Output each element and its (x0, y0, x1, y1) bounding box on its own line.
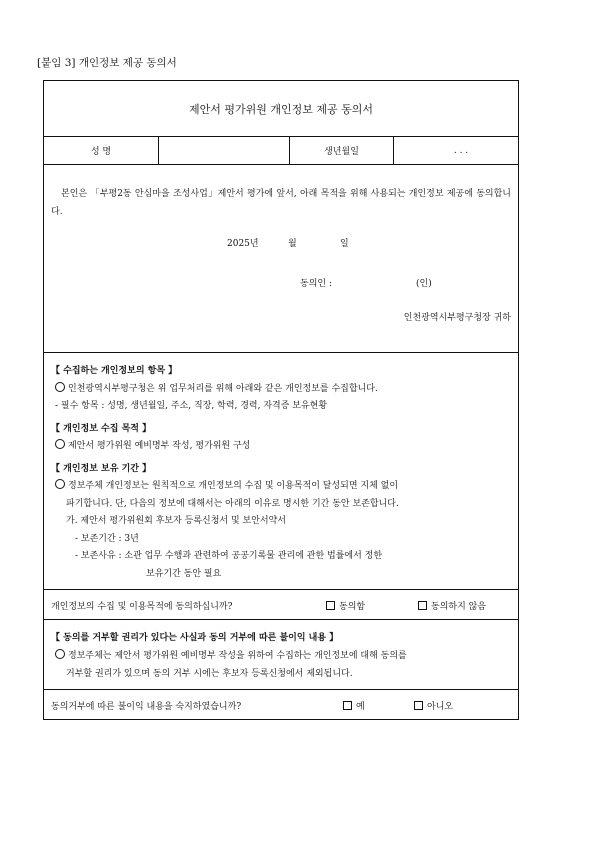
circle-bullet-icon (55, 439, 65, 449)
question-1-text: 개인정보의 수집 및 이용목적에 동의하십니까? (51, 602, 233, 612)
collected-line-2: - 필수 항목 : 성명, 생년월일, 주소, 직장, 학력, 경력, 자격증 보유현황 (55, 401, 328, 411)
name-label: 성 명 (44, 137, 159, 164)
refusal-section (44, 620, 518, 690)
disagree-label: 동의하지 않음 (431, 602, 487, 612)
date-month[interactable]: 월 (288, 239, 297, 249)
checkbox-icon[interactable] (326, 601, 335, 610)
purpose-line-1: 제안서 평가위원 예비명부 작성, 평가위원 구성 (68, 441, 251, 451)
retention-line-1: 정보주체 개인정보는 원칙적으로 개인정보의 수집 및 이용목적이 달성되면 지체 없이 (68, 481, 399, 491)
agree-option[interactable] (326, 599, 365, 612)
refusal-line-1: 정보주체는 제안서 평가위원 예비명부 작성을 위하여 수집하는 개인정보에 대해 동의를 (68, 651, 407, 661)
addressee: 인천광역시부평구청장 귀하 (403, 313, 511, 323)
agree-label: 동의함 (339, 602, 366, 612)
retention-line-4: - 보존기간 : 3년 (75, 533, 139, 544)
refusal-line-2: 거부할 권리가 있으며 동의 거부 시에는 후보자 등록신청에서 제외됩니다. (66, 669, 353, 679)
checkbox-icon[interactable] (418, 601, 427, 610)
circle-bullet-icon (55, 479, 65, 489)
yes-option[interactable] (343, 699, 365, 712)
form-title: 제안서 평가위원 개인정보 제공 동의서 (188, 102, 373, 116)
circle-bullet-icon (55, 382, 65, 392)
consent-form (43, 80, 519, 720)
birth-field[interactable]: . . . (453, 145, 469, 156)
attachment-label: [붙임 3] 개인정보 제공 동의서 (37, 57, 177, 69)
no-option[interactable] (414, 699, 453, 712)
info-row (44, 137, 518, 165)
consent-statement-row (44, 165, 518, 353)
purpose-heading: 【 개인정보 수집 목적 】 (51, 423, 152, 434)
retention-line-2: 파기합니다. 단, 다음의 정보에 대해서는 아래의 이유로 명시한 기간 동안 보존합니다. (66, 498, 399, 509)
date-year: 2025년 (227, 239, 259, 249)
info-details-section (44, 353, 518, 590)
checkbox-icon[interactable] (414, 701, 423, 710)
retention-line-3: 가. 제안서 평가위원회 후보자 등록신청서 및 보안서약서 (66, 516, 286, 526)
question-1-row (44, 590, 518, 620)
date-day[interactable]: 일 (340, 239, 349, 249)
collected-line-1: 인천광역시부평구청은 위 업무처리를 위해 아래와 같은 개인정보를 수집합니다. (68, 383, 378, 394)
refusal-heading: 【 동의를 거부할 권리가 있다는 사실과 동의 거부에 따른 불이익 내용 】 (51, 633, 339, 643)
signer-label: 동의인 : (300, 279, 332, 289)
retention-line-6: 보유기간 동안 필요 (146, 568, 222, 579)
name-field[interactable] (159, 137, 290, 164)
no-label: 아니오 (427, 702, 454, 712)
yes-label: 예 (356, 702, 365, 712)
disagree-option[interactable] (418, 599, 486, 612)
question-2-text: 동의거부에 따른 불이익 내용을 숙지하였습니까? (51, 702, 242, 712)
checkbox-icon[interactable] (343, 701, 352, 710)
collected-heading: 【 수집하는 개인정보의 항목 】 (51, 366, 178, 376)
circle-bullet-icon (55, 649, 65, 659)
retention-line-5: - 보존사유 : 소관 업무 수행과 관련하여 공공기록물 관리에 관한 법률에서 정한 (75, 551, 383, 561)
consent-text: 본인은 「부평2동 안심마을 조성사업」제안서 평가에 앞서, 아래 목적을 위해 사용되는 개인정보 제공에 동의합니다. (51, 189, 511, 217)
birth-label: 생년월일 (290, 137, 394, 164)
form-title-row (44, 81, 518, 137)
retention-heading: 【 개인정보 보유 기간 】 (51, 463, 152, 474)
question-2-row (44, 690, 518, 719)
seal-mark[interactable]: (인) (416, 279, 432, 289)
